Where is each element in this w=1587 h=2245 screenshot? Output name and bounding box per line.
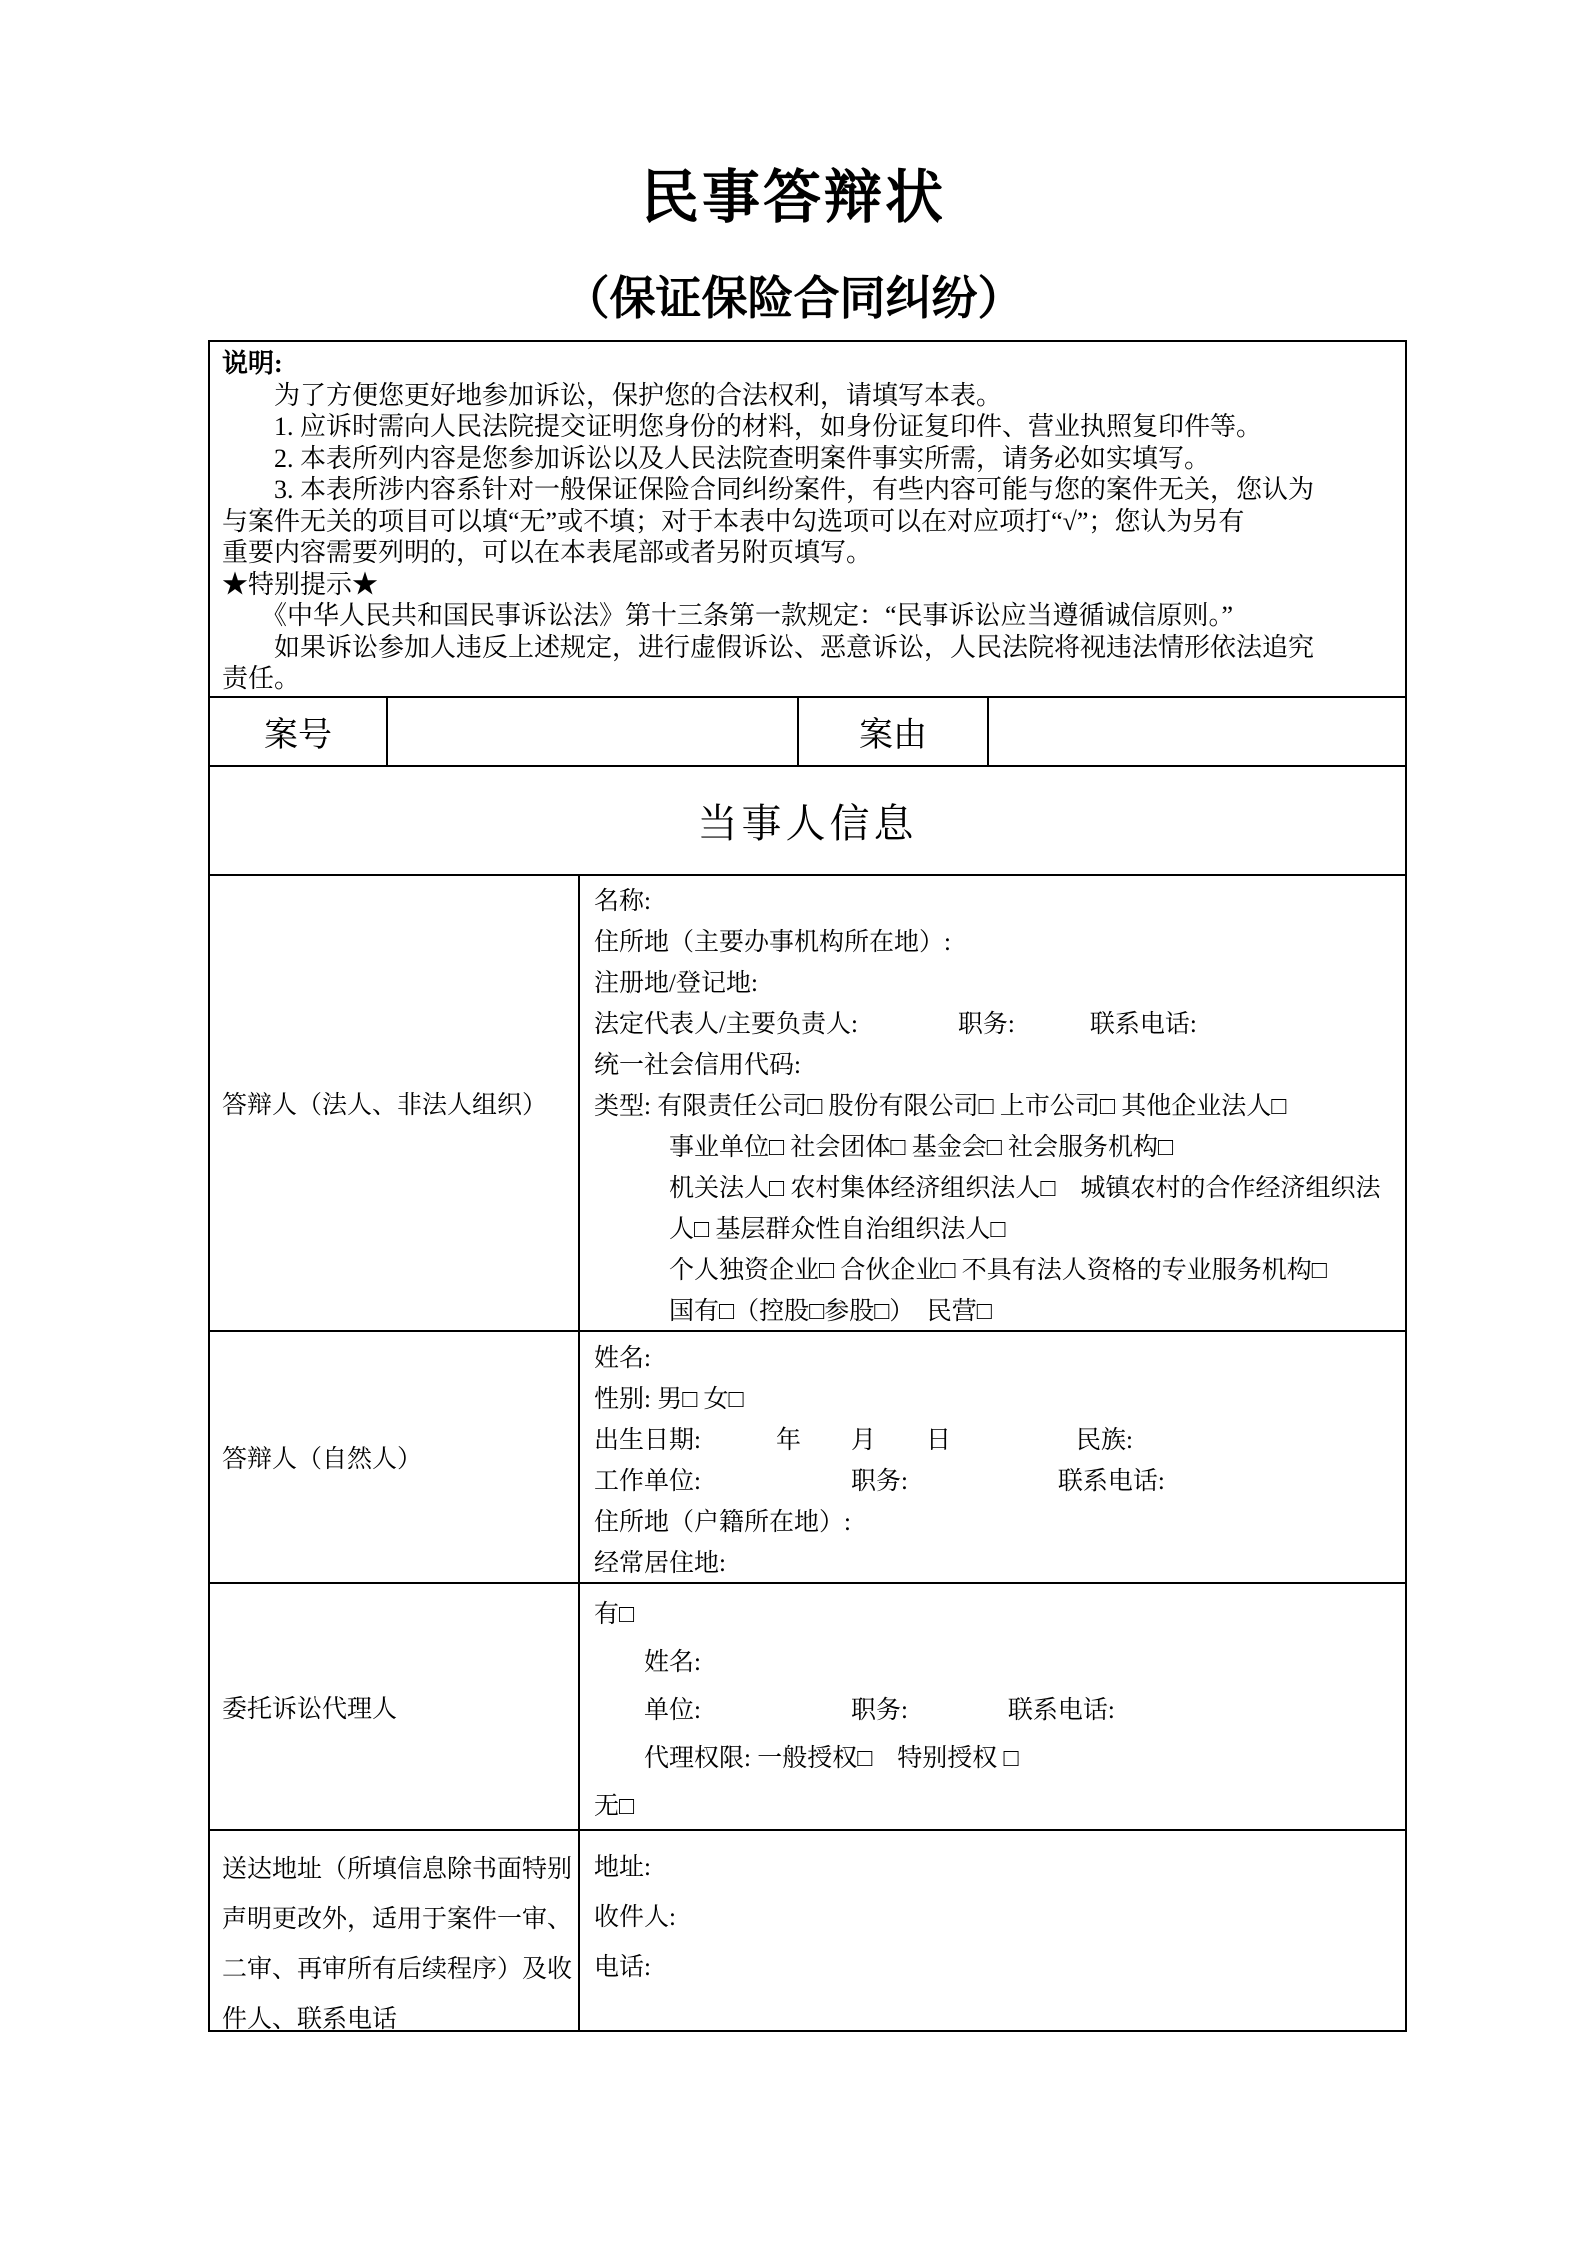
field-employer-title-phone: 工作单位: 职务: 联系电话: xyxy=(594,1468,1165,1495)
service-address-label-line: 二审、再审所有后续程序）及收 xyxy=(222,1956,573,1983)
litigation-agent-label: 委托诉讼代理人 xyxy=(222,1695,398,1723)
field-entity-type-1: 类型: 有限责任公司□ 股份有限公司□ 上市公司□ 其他企业法人□ xyxy=(594,1093,1287,1120)
service-address-label-line: 声明更改外，适用于案件一审、 xyxy=(222,1906,573,1933)
cause-value xyxy=(987,698,1405,765)
field-service-recipient: 收件人: xyxy=(594,1904,676,1931)
notice-section xyxy=(210,342,1405,696)
respondent-legal-person-row xyxy=(210,874,1405,1330)
party-info-header-text: 当事人信息 xyxy=(697,801,918,846)
field-birthdate-ethnicity: 出生日期: 年 月 日 民族: xyxy=(594,1427,1133,1454)
field-entity-type-4: 人□ 基层群众性自治组织法人□ xyxy=(594,1216,1006,1243)
notice-line: 2. 本表所列内容是您参加诉讼以及人民法院查明案件事实所需，请务必如实填写。 xyxy=(222,443,1211,473)
case-number-label: 案号 xyxy=(264,717,332,754)
field-name: 名称: xyxy=(594,888,651,915)
field-household-address: 住所地（户籍所在地）: xyxy=(594,1509,851,1536)
document-subtitle: （保证保险合同纠纷） xyxy=(563,273,1024,324)
cause-label: 案由 xyxy=(797,698,987,765)
field-full-name: 姓名: xyxy=(594,1345,651,1372)
case-row xyxy=(210,696,1405,765)
field-agent-no: 无□ xyxy=(594,1793,635,1820)
field-agent-authority: 代理权限: 一般授权□ 特别授权 □ xyxy=(594,1745,1019,1772)
field-entity-type-3: 机关法人□ 农村集体经济组织法人□ 城镇农村的合作经济组织法 xyxy=(594,1175,1381,1202)
document-title: 民事答辩状 xyxy=(640,165,946,230)
notice-line: 重要内容需要列明的，可以在本表尾部或者另附页填写。 xyxy=(222,538,873,567)
field-agent-employer: 单位: 职务: 联系电话: xyxy=(594,1697,1115,1724)
field-service-address: 地址: xyxy=(594,1854,651,1881)
service-address-label xyxy=(210,1831,578,2033)
service-address-label-line: 件人、联系电话 xyxy=(222,2006,398,2033)
field-agent-yes: 有□ xyxy=(594,1601,635,1628)
notice-line: 1. 应诉时需向人民法院提交证明您身份的材料，如身份证复印件、营业执照复印件等。 xyxy=(222,412,1263,441)
litigation-agent-content xyxy=(578,1584,1405,1829)
respondent-natural-person-row xyxy=(210,1330,1405,1582)
notice-line: ★特别提示★ xyxy=(222,569,379,599)
field-domicile: 住所地（主要办事机构所在地）: xyxy=(594,929,951,956)
field-entity-type-6: 国有□（控股□参股□） 民营□ xyxy=(594,1298,992,1325)
notice-line: 《中华人民共和国民事诉讼法》第十三条第一款规定：“民事诉讼应当遵循诚信原则。” xyxy=(222,601,1234,630)
notice-line: 为了方便您更好地参加诉讼，保护您的合法权利，请填写本表。 xyxy=(222,380,1003,410)
respondent-legal-person-content xyxy=(578,876,1405,1330)
field-entity-type-2: 事业单位□ 社会团体□ 基金会□ 社会服务机构□ xyxy=(594,1134,1174,1161)
field-habitual-residence: 经常居住地: xyxy=(594,1550,726,1577)
notice-line: 与案件无关的项目可以填“无”或不填；对于本表中勾选项可以在对应项打“√”；您认为另有 xyxy=(222,506,1245,536)
form-table xyxy=(208,340,1407,2032)
field-registered-address: 注册地/登记地: xyxy=(594,970,758,997)
service-address-content xyxy=(578,1831,1405,2030)
notice-line: 如果诉讼参加人违反上述规定，进行虚假诉讼、恶意诉讼，人民法院将视违法情形依法追究 xyxy=(222,632,1315,662)
notice-line: 责任。 xyxy=(222,664,301,693)
respondent-natural-person-label: 答辩人（自然人） xyxy=(222,1446,423,1473)
party-info-header xyxy=(210,765,1405,874)
field-gender: 性别: 男□ 女□ xyxy=(594,1386,744,1413)
field-entity-type-5: 个人独资企业□ 合伙企业□ 不具有法人资格的专业服务机构□ xyxy=(594,1257,1327,1284)
litigation-agent-row xyxy=(210,1582,1405,1829)
notice-line: 3. 本表所涉内容系针对一般保证保险合同纠纷案件，有些内容可能与您的案件无关，您认为 xyxy=(222,475,1315,504)
service-address-label-line: 送达地址（所填信息除书面特别 xyxy=(222,1856,573,1883)
service-address-row xyxy=(210,1829,1405,2033)
field-service-phone: 电话: xyxy=(594,1954,651,1981)
respondent-natural-person-content xyxy=(578,1332,1405,1582)
respondent-legal-person-label: 答辩人（法人、非法人组织） xyxy=(222,1092,548,1119)
field-agent-name: 姓名: xyxy=(594,1649,701,1676)
field-credit-code: 统一社会信用代码: xyxy=(594,1052,801,1079)
notice-heading: 说明: xyxy=(222,349,283,378)
field-legal-representative: 法定代表人/主要负责人: 职务: 联系电话: xyxy=(594,1011,1197,1038)
case-number-value xyxy=(386,698,797,765)
